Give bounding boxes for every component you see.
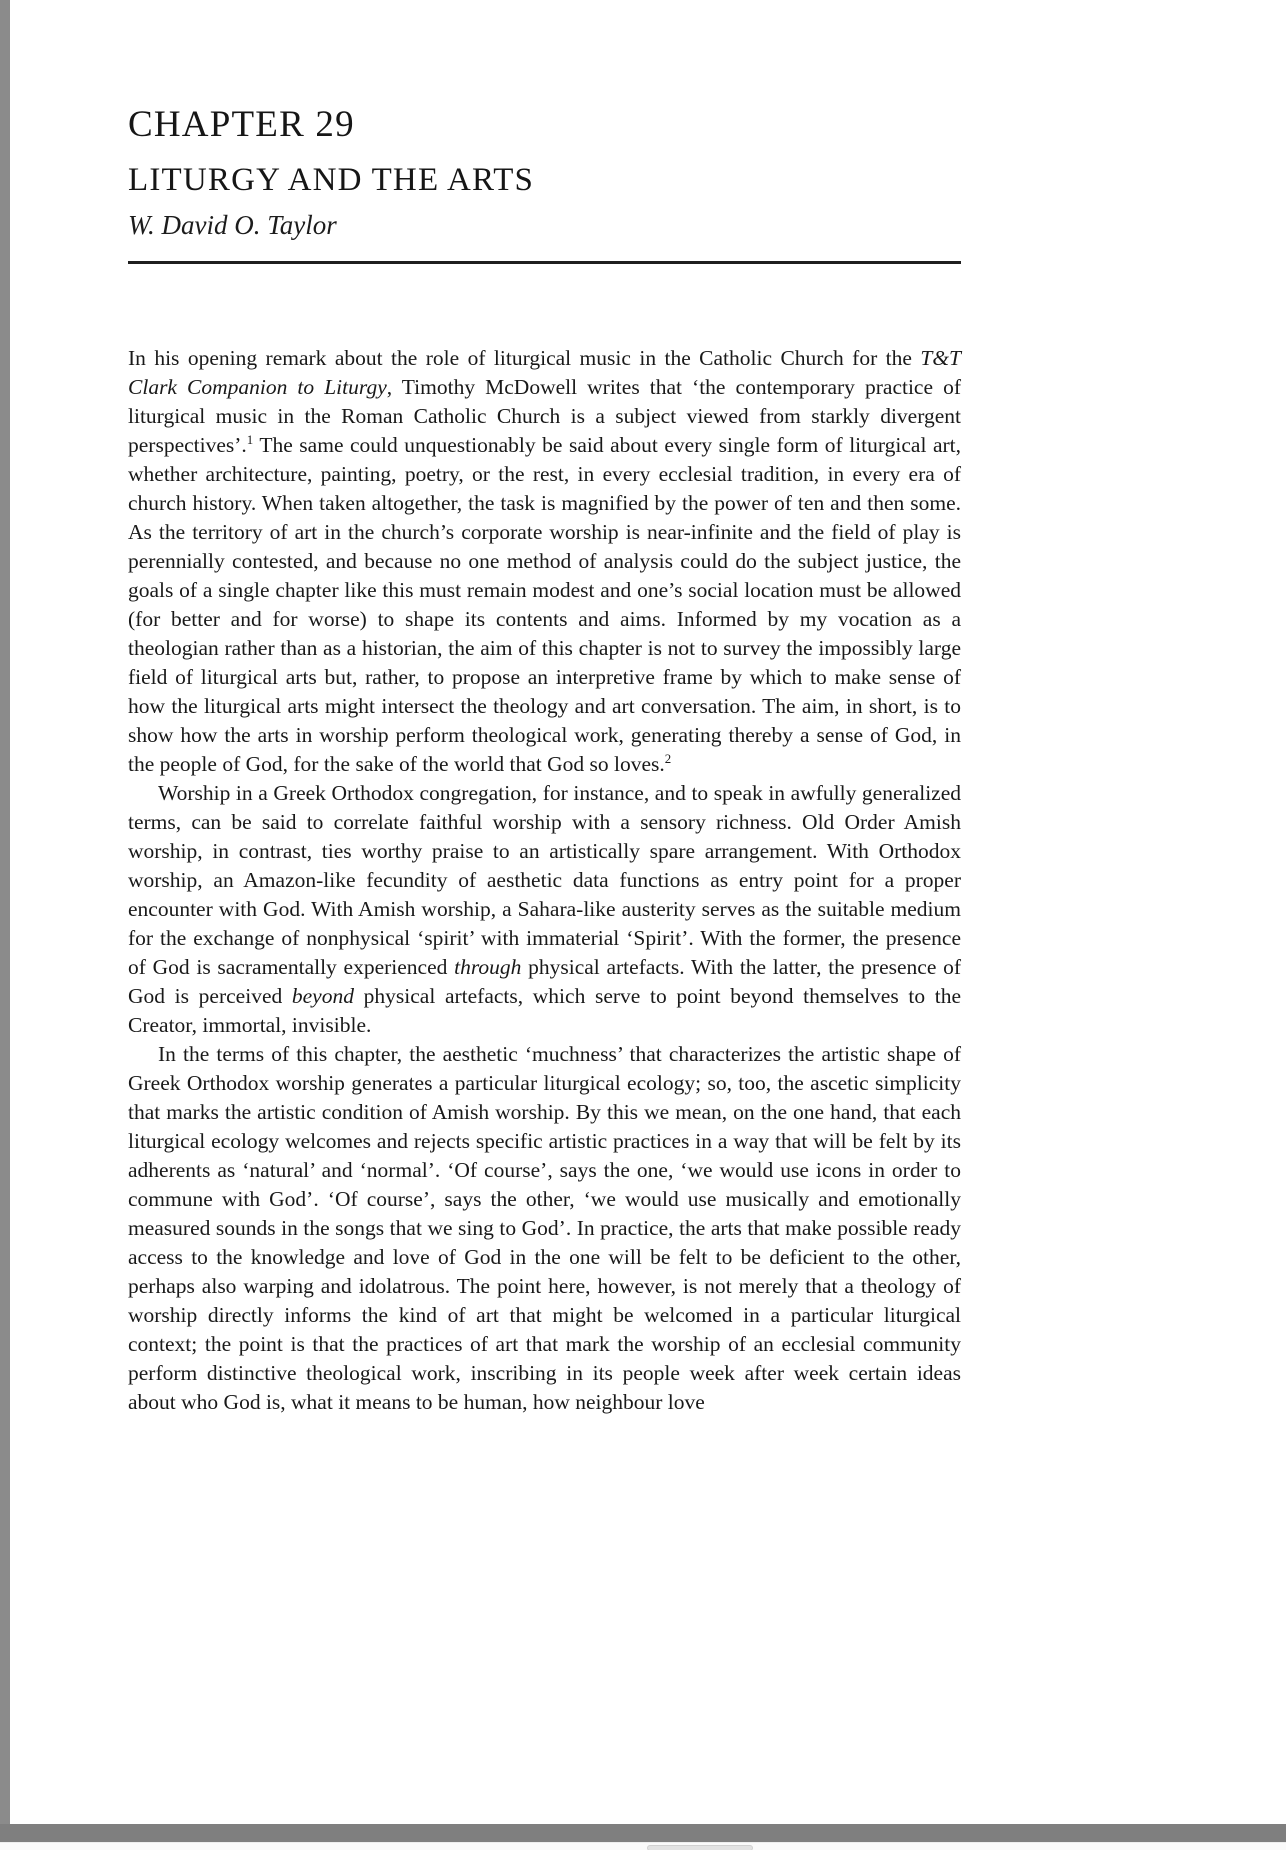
page-content bbox=[128, 104, 961, 1417]
viewer-background-left bbox=[0, 0, 10, 1824]
body-paragraph-1: In his opening remark about the role of liturgical music in the Catholic Church for the T&T Clark Companion to Liturgy, Timothy McDowell writes that ‘the contemporary practice of liturgical music in the Roman Catholic Church is a subject viewed from starkly divergent perspectives’.$^1$ The same could unquestionably be said about every single form of liturgical art, whether architecture, painting, poetry, or the rest, in every ecclesial tradition, in every era of church history. When taken altogether, the task is magnified by the power of ten and then some. As the territory of art in the church’s corporate worship is near-infinite and the field of play is perennially contested, and because no one method of analysis could do the subject justice, the goals of a single chapter like this must remain modest and one’s social location must be allowed (for better and for worse) to shape its contents and aims. Informed by my vocation as a theologian rather than as a historian, the aim of this chapter is not to survey the impossibly large field of liturgical arts but, rather, to propose an interpretive frame by which to make sense of how the liturgical arts might intersect the theology and art conversation. The aim, in short, is to show how the arts in worship perform theological work, generating thereby a sense of God, in the people of God, for the sake of the world that God so loves.$^2$ bbox=[128, 345, 961, 776]
heading-divider-rule bbox=[128, 261, 961, 264]
body-text-block bbox=[128, 344, 961, 1417]
scrollbar-thumb[interactable] bbox=[647, 1845, 753, 1850]
body-paragraph-2: Worship in a Greek Orthodox congregation, for instance, and to speak in awfully generalized terms, can be said to correlate faithful worship with a sensory richness. Old Order Amish worship, in contrast, ties worthy praise to an artistically spare arrangement. With Orthodox worship, an Amazon-like fecundity of aesthetic data functions as entry point for a proper encounter with God. With Amish worship, a Sahara-like austerity serves as the suitable medium for the exchange of nonphysical ‘spirit’ with immaterial ‘Spirit’. With the former, the presence of God is sacramentally experienced through physical artefacts. With the latter, the presence of God is perceived beyond physical artefacts, which serve to point beyond themselves to the Creator, immortal, invisible. bbox=[128, 780, 962, 1037]
chapter-number-heading: CHAPTER 29 bbox=[128, 104, 355, 145]
body-paragraph-3: In the terms of this chapter, the aesthetic ‘muchness’ that characterizes the artistic shape of Greek Orthodox worship generates a particular liturgical ecology; so, too, the ascetic simplicity that marks the artistic condition of Amish worship. By this we mean, on the one hand, that each liturgical ecology welcomes and rejects specific artistic practices in a way that will be felt by its adherents as ‘natural’ and ‘normal’. ‘Of course’, says the one, ‘we would use icons in order to commune with God’. ‘Of course’, says the other, ‘we would use musically and emotionally measured sounds in the songs that we sing to God’. In practice, the arts that make possible ready access to the knowledge and love of God in the one will be felt to be deficient to the other, perhaps also warping and idolatrous. The point here, however, is not merely that a theology of worship directly informs the kind of art that might be welcomed in a particular liturgical context; the point is that the practices of art that mark the worship of an ecclesial community perform distinctive theological work, inscribing in its people week after week certain ideas about who God is, what it means to be human, how neighbour love bbox=[128, 1041, 961, 1414]
viewer-background-bottom bbox=[0, 1824, 1286, 1842]
horizontal-scrollbar[interactable] bbox=[0, 1842, 1286, 1850]
chapter-title-heading: LITURGY AND THE ARTS bbox=[128, 161, 535, 198]
document-page bbox=[10, 0, 1286, 1824]
chapter-author: W. David O. Taylor bbox=[128, 210, 337, 241]
